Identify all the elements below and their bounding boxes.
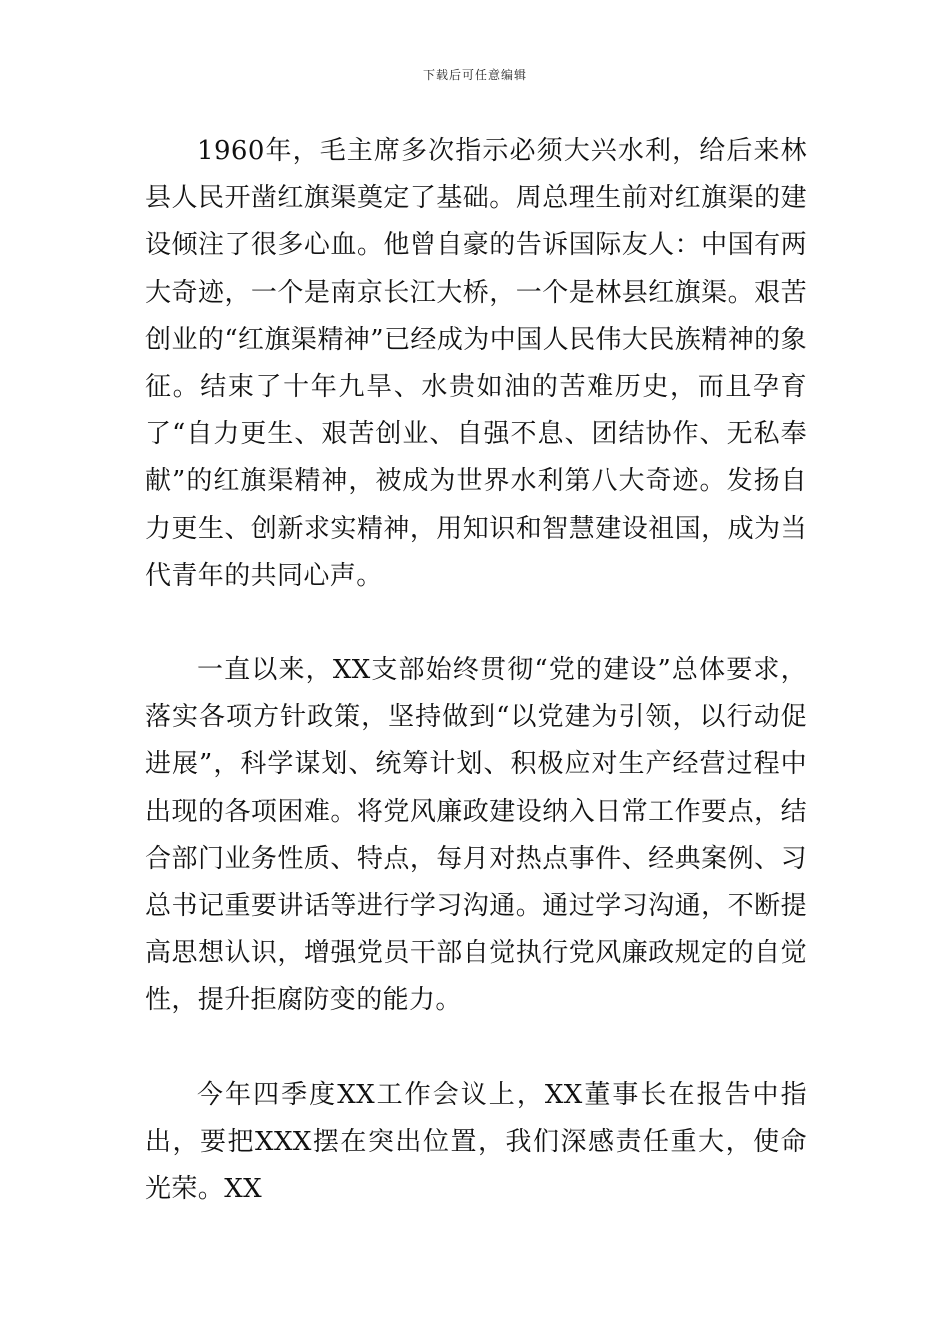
paragraph-2: 一直以来，XX支部始终贯彻“党的建设”总体要求，落实各项方针政策，坚持做到“以党建为引领，以行动促进展”，科学谋划、统筹计划、积极应对生产经营过程中出现的各项困难。将党风廉政建设纳入日常工作要点，结合部门业务性质、特点，每月对热点事件、经典案例、习总书记重要讲话等进行学习沟通。通过学习沟通，不断提高思想认识，增强党员干部自觉执行党风廉政规定的自觉性，提升拒腐防变的能力。 — [145, 655, 807, 1016]
paragraph-1: 1960年，毛主席多次指示必须大兴水利，给后来林县人民开凿红旗渠奠定了基础。周总理生前对红旗渠的建设倾注了很多心血。他曾自豪的告诉国际友人：中国有两大奇迹，一个是南京长江大桥，一个是林县红旗渠。艰苦创业的“红旗渠精神”已经成为中国人民伟大民族精神的象征。结束了十年九旱、水贵如油的苦难历史，而且孕育了“自力更生、艰苦创业、自强不息、团结协作、无私奉献”的红旗渠精神，被成为世界水利第八大奇迹。发扬自力更生、创新求实精神，用知识和智慧建设祖国，成为当代青年的共同心声。 — [145, 136, 807, 591]
paragraph-3: 今年四季度XX工作会议上，XX董事长在报告中指出，要把XXX摆在突出位置，我们深感责任重大，使命光荣。XX — [145, 1079, 807, 1205]
document-body — [145, 128, 807, 1213]
header-note: 下载后可任意编辑 — [422, 68, 527, 82]
